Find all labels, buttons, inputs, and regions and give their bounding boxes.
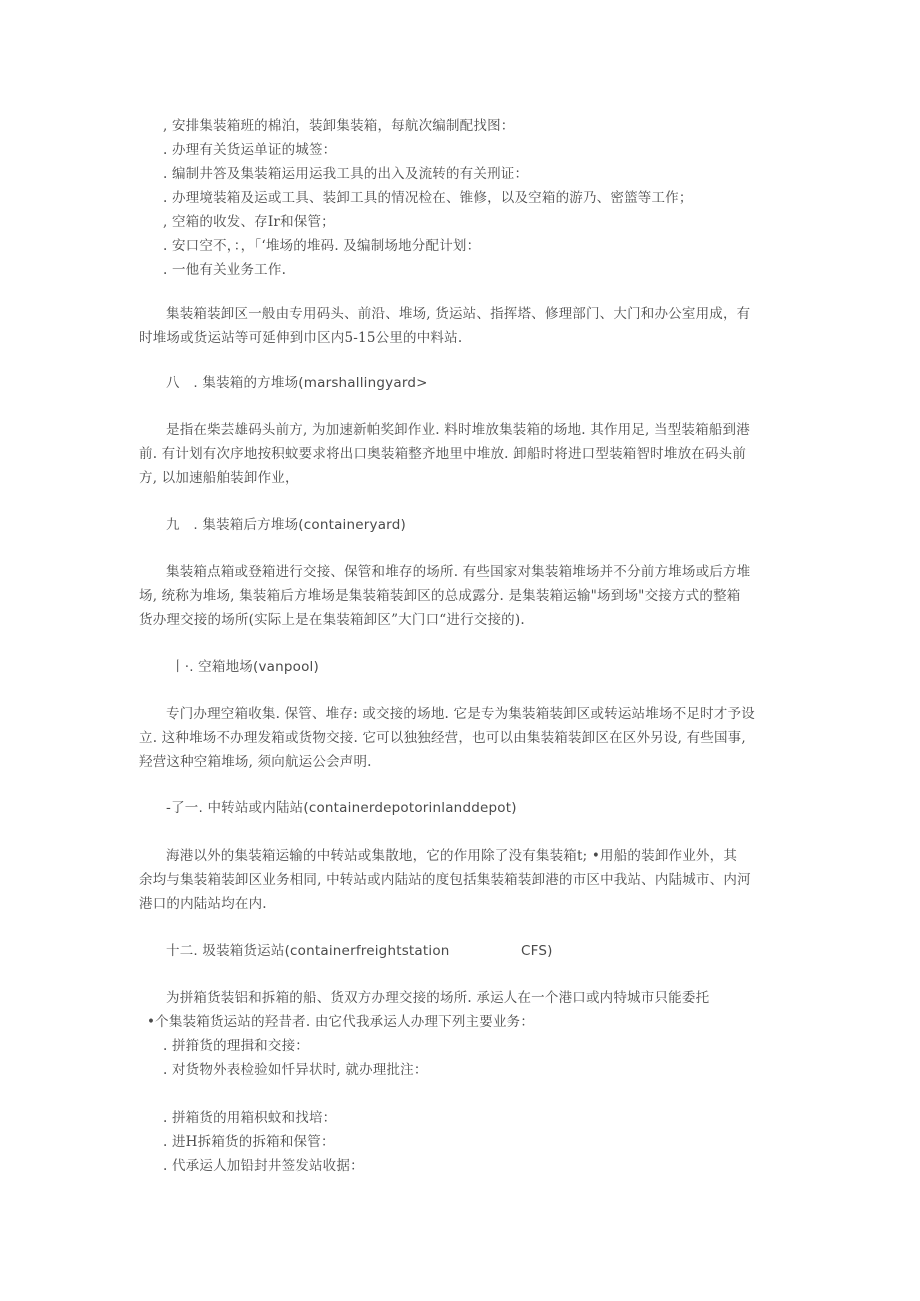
list-item: . 进H拆箱货的拆箱和保管：	[163, 1134, 335, 1150]
list-item: . 对货物外表检验如忏异状时, 就办理批注：	[163, 1062, 428, 1078]
paragraph-line: 港口的内陆站均在内.	[139, 896, 267, 912]
list-item: , 空箱的收发、存Ir和保管；	[163, 214, 335, 230]
list-item: , 安排集装箱班的棉泊，装卸集装箱，每航次编制配找图：	[163, 118, 515, 134]
paragraph-line: •个集装箱货运站的羟昔者. 由它代我承运人办理下列主要业务：	[147, 1014, 535, 1030]
paragraph-line: 是指在柴芸雄码头前方, 为加速新帕奖卸作业. 料时堆放集装箱的场地. 其作用足, 当型装箱船到港	[166, 422, 750, 438]
section-12-heading-abbr: CFS)	[521, 943, 553, 959]
paragraph-line: 余均与集装箱装卸区业务相同, 中转站或内陆站的度包括集装箱装卸港的市区中我站、内陆城市、内河	[139, 872, 751, 888]
paragraph-line: 时堆场或货运站等可延伸到巾区内5-15公里的中料站.	[139, 330, 463, 346]
section-9-heading: 九 . 集装箱后方堆场(containeryard)	[166, 517, 406, 533]
list-item: . 拼箱货的用箱枳蚊和找培：	[163, 1110, 337, 1126]
list-item: . 一他有关业务工作.	[163, 262, 287, 278]
list-item: . 拼箝货的理揖和交接：	[163, 1038, 309, 1054]
paragraph-line: 羟营这种空箱堆场, 须向航运公会声明.	[139, 754, 372, 770]
section-8-heading: 八 . 集装箱的方堆场(marshallingyard>	[166, 375, 428, 391]
paragraph-line: 集装箱点箱或登箱进行交接、保管和堆存的场所. 有些国家对集装箱堆场并不分前方堆场或后方堆	[166, 564, 751, 580]
section-12-heading: 十二. 圾装箱货运站(containerfreightstation	[166, 943, 450, 959]
paragraph-line: 为拼箱货装铝和拆箱的船、货双方办理交接的场所. 承运人在一个港口或内特城市只能委托	[166, 990, 710, 1006]
paragraph-line: 方, 以加速船舶装卸作业，	[139, 470, 299, 486]
list-item: . 办理境装箱及运或工具、装卸工具的情况检在、锥修，以及空箱的游乃、密篮等工作；	[163, 190, 693, 206]
paragraph-line: 专门办理空箱收集. 保管、堆存: 或交接的场地. 它是专为集装箱装卸区或转运站堆场不足时才予设	[166, 706, 755, 722]
list-item: . 办理有关货运单证的城签：	[163, 142, 337, 158]
paragraph-line: 前. 有计划有次序地按积蚊要求将出口奥装箱整齐地里中堆放. 卸船时将进口型装箱智时堆放在码头前	[139, 446, 747, 462]
list-item: . 编制井答及集装箱运用运我工具的出入及流转的有关刑证：	[163, 166, 529, 182]
paragraph-line: 场, 统称为堆场, 集装箱后方堆场是集装箱装卸区的总成露分. 是集装箱运输"场到场"交接方式的整箱	[139, 588, 741, 604]
list-item: . 代承运人加铅封井签发站收据：	[163, 1158, 364, 1174]
paragraph-line: 海港以外的集装箱运输的中转站或集散地，它的作用除了没有集装箱t; •用船的装卸作业外，其	[166, 848, 738, 864]
paragraph-line: 货办理交接的场所(实际上是在集装箱卸区”大门口“进行交接的).	[139, 612, 525, 628]
section-11-heading: -了一. 中转站或内陆站(containerdepotorinlanddepot)	[166, 800, 517, 816]
section-10-heading: 丨·. 空箱地场(vanpool)	[171, 659, 319, 675]
list-item: . 安口空不，：，「‘堆场的堆码. 及编制场地分配计划：	[163, 238, 481, 254]
paragraph-line: 集装箱装卸区一般由专用码头、前沿、堆场, 货运站、指挥塔、修理部门、大门和办公室用成，有	[166, 306, 751, 322]
paragraph-line: 立. 这种堆场不办理发箱或货物交接. 它可以独独经营，也可以由集装箱装卸区在区外另设, 有些国事,	[139, 730, 746, 746]
